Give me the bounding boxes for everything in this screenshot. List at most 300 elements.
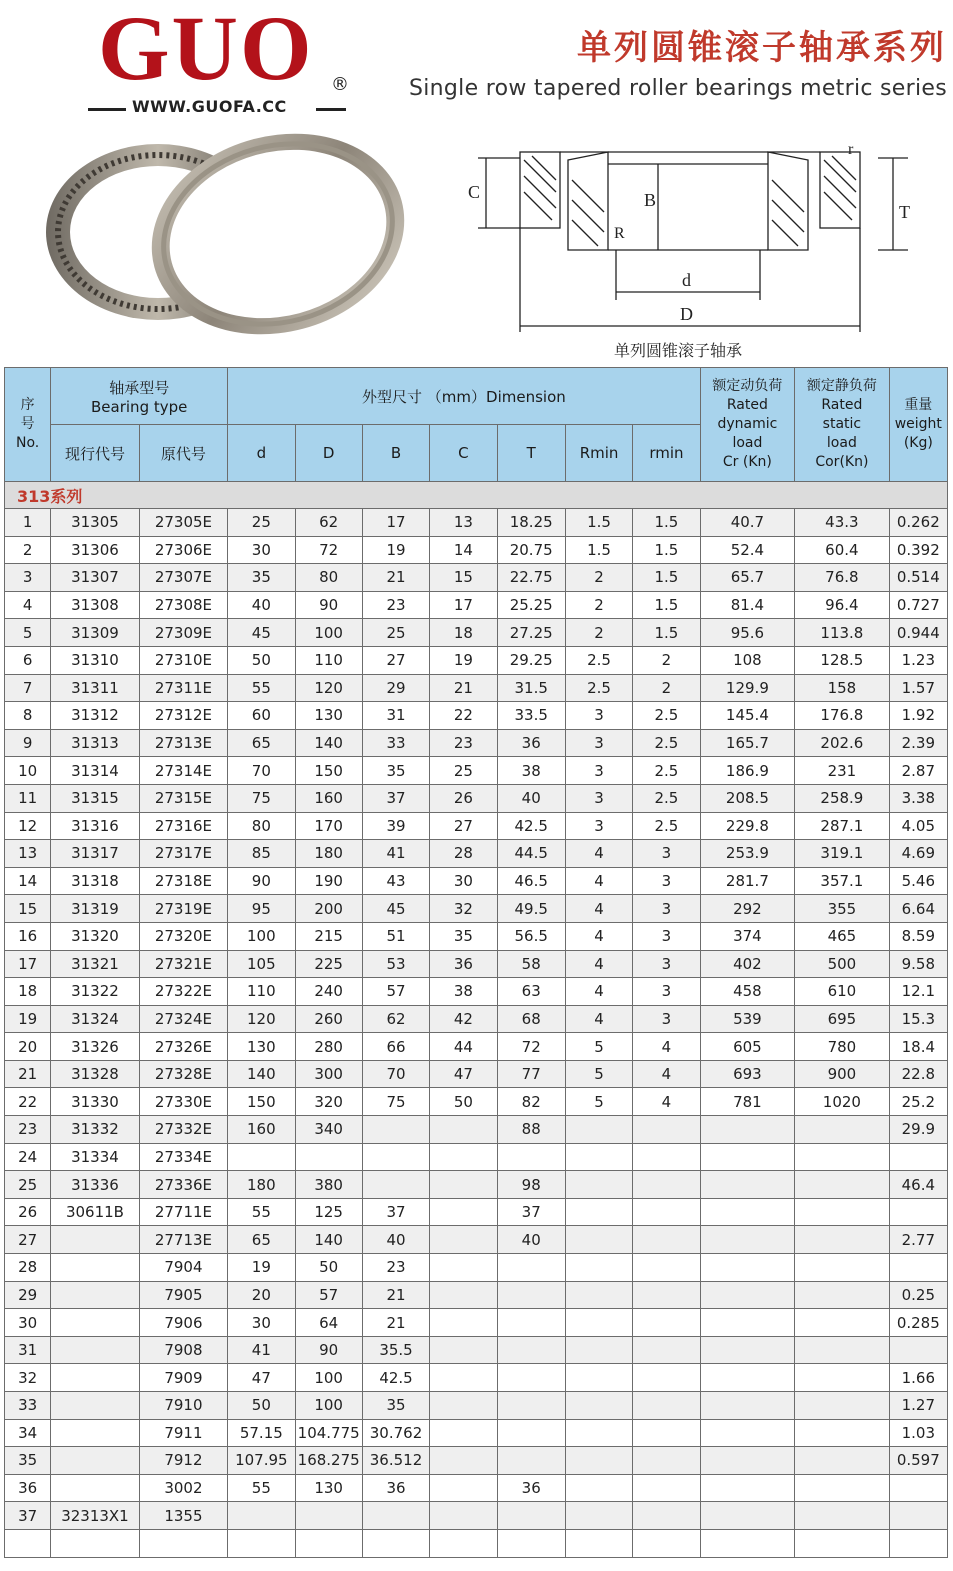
table-cell: 27334E xyxy=(139,1143,227,1171)
table-cell: 43 xyxy=(362,867,429,895)
table-cell: 186.9 xyxy=(700,757,794,785)
table-cell xyxy=(139,1529,227,1557)
table-cell: 1.23 xyxy=(889,646,947,674)
table-cell xyxy=(430,1336,497,1364)
table-cell: 300 xyxy=(295,1060,362,1088)
table-cell: 1.5 xyxy=(633,591,700,619)
table-cell xyxy=(497,1143,565,1171)
table-cell: 610 xyxy=(795,978,889,1006)
table-cell: 31316 xyxy=(51,812,139,840)
table-cell: 27332E xyxy=(139,1116,227,1144)
table-cell xyxy=(51,1309,139,1337)
table-cell: 52.4 xyxy=(700,536,794,564)
table-cell: 31.5 xyxy=(497,674,565,702)
table-row xyxy=(5,1447,948,1475)
table-cell: 44.5 xyxy=(497,840,565,868)
table-cell: 27320E xyxy=(139,922,227,950)
table-cell: 2 xyxy=(565,591,632,619)
header-bearing-type: 轴承型号 Bearing type xyxy=(51,368,228,425)
table-cell xyxy=(565,1309,632,1337)
table-cell: 31313 xyxy=(51,729,139,757)
table-cell: 100 xyxy=(295,1392,362,1420)
table-row xyxy=(5,1336,948,1364)
table-cell: 63 xyxy=(497,978,565,1006)
table-cell: 57 xyxy=(295,1281,362,1309)
dimension-label-r: r xyxy=(848,141,854,158)
table-cell: 8.59 xyxy=(889,922,947,950)
table-cell: 100 xyxy=(295,1364,362,1392)
table-cell xyxy=(497,1447,565,1475)
table-cell xyxy=(565,1171,632,1199)
table-cell: 27324E xyxy=(139,1005,227,1033)
table-cell: 2 xyxy=(633,646,700,674)
table-cell: 253.9 xyxy=(700,840,794,868)
table-cell: 30611B xyxy=(51,1198,139,1226)
table-cell: 65.7 xyxy=(700,564,794,592)
table-cell: 37 xyxy=(362,1198,429,1226)
table-row xyxy=(5,1060,948,1088)
table-cell xyxy=(889,1529,947,1557)
table-cell: 55 xyxy=(228,1198,295,1226)
table-cell: 35 xyxy=(228,564,295,592)
table-cell: 900 xyxy=(795,1060,889,1088)
table-cell xyxy=(795,1419,889,1447)
table-cell: 37 xyxy=(362,784,429,812)
table-cell: 4 xyxy=(633,1060,700,1088)
table-cell: 76.8 xyxy=(795,564,889,592)
table-cell xyxy=(795,1392,889,1420)
table-row xyxy=(5,1364,948,1392)
table-cell: 2.5 xyxy=(565,646,632,674)
table-cell: 38 xyxy=(430,978,497,1006)
table-cell: 31307 xyxy=(51,564,139,592)
table-cell: 4 xyxy=(565,1005,632,1033)
dimension-label-C: C xyxy=(468,182,481,202)
table-cell: 2 xyxy=(565,619,632,647)
table-cell: 7908 xyxy=(139,1336,227,1364)
table-cell: 2 xyxy=(565,564,632,592)
table-cell: 41 xyxy=(362,840,429,868)
table-cell: 77 xyxy=(497,1060,565,1088)
table-cell: 90 xyxy=(295,1336,362,1364)
table-cell xyxy=(700,1392,794,1420)
header-dim-d: d xyxy=(228,425,295,482)
table-cell: 5 xyxy=(5,619,51,647)
table-cell: 7911 xyxy=(139,1419,227,1447)
table-cell: 43.3 xyxy=(795,509,889,537)
table-cell xyxy=(889,1198,947,1226)
table-row xyxy=(5,1198,948,1226)
table-cell: 458 xyxy=(700,978,794,1006)
table-cell: 145.4 xyxy=(700,702,794,730)
table-cell: 27309E xyxy=(139,619,227,647)
table-cell: 2.5 xyxy=(633,812,700,840)
table-cell: 2.5 xyxy=(633,729,700,757)
table-cell: 190 xyxy=(295,867,362,895)
table-cell: 15.3 xyxy=(889,1005,947,1033)
table-cell: 31312 xyxy=(51,702,139,730)
table-cell: 34 xyxy=(5,1419,51,1447)
dimension-label-B: B xyxy=(644,190,657,210)
table-cell: 42.5 xyxy=(497,812,565,840)
table-row xyxy=(5,591,948,619)
table-cell: 130 xyxy=(295,702,362,730)
table-cell: 16 xyxy=(5,922,51,950)
header-current-code: 现行代号 xyxy=(51,425,139,482)
table-cell: 104.775 xyxy=(295,1419,362,1447)
table-cell: 33 xyxy=(5,1392,51,1420)
table-cell: 96.4 xyxy=(795,591,889,619)
table-cell xyxy=(795,1474,889,1502)
table-cell xyxy=(795,1309,889,1337)
table-cell: 31309 xyxy=(51,619,139,647)
table-cell xyxy=(430,1392,497,1420)
table-cell: 26 xyxy=(5,1198,51,1226)
logo-rule-right xyxy=(316,108,346,111)
table-cell xyxy=(700,1254,794,1282)
table-cell: 95 xyxy=(228,895,295,923)
table-cell xyxy=(430,1447,497,1475)
header-static-load: 额定静负荷 Rated static load Cor(Kn) xyxy=(795,368,889,482)
table-cell: 5 xyxy=(565,1033,632,1061)
table-cell xyxy=(430,1502,497,1530)
table-cell: 36.512 xyxy=(362,1447,429,1475)
table-cell: 4 xyxy=(565,978,632,1006)
table-cell: 90 xyxy=(295,591,362,619)
table-cell xyxy=(51,1226,139,1254)
table-cell: 27316E xyxy=(139,812,227,840)
table-cell: 57 xyxy=(362,978,429,1006)
table-cell xyxy=(633,1336,700,1364)
table-row xyxy=(5,1529,948,1557)
table-row xyxy=(5,950,948,978)
table-cell xyxy=(700,1198,794,1226)
table-cell: 3 xyxy=(5,564,51,592)
table-cell xyxy=(565,1447,632,1475)
table-cell: 500 xyxy=(795,950,889,978)
table-cell: 160 xyxy=(295,784,362,812)
table-cell: 31306 xyxy=(51,536,139,564)
table-cell xyxy=(795,1336,889,1364)
table-cell: 4.05 xyxy=(889,812,947,840)
table-cell: 128.5 xyxy=(795,646,889,674)
table-cell: 37 xyxy=(497,1198,565,1226)
table-cell xyxy=(430,1529,497,1557)
table-cell xyxy=(51,1419,139,1447)
table-cell: 140 xyxy=(295,729,362,757)
table-cell: 32 xyxy=(430,895,497,923)
table-cell xyxy=(700,1502,794,1530)
table-cell xyxy=(51,1281,139,1309)
table-cell: 46.5 xyxy=(497,867,565,895)
table-cell: 125 xyxy=(295,1198,362,1226)
table-cell xyxy=(497,1336,565,1364)
table-cell: 200 xyxy=(295,895,362,923)
table-cell: 4 xyxy=(565,840,632,868)
table-cell: 23 xyxy=(5,1116,51,1144)
table-cell xyxy=(795,1143,889,1171)
table-cell xyxy=(633,1226,700,1254)
table-cell: 1.5 xyxy=(565,509,632,537)
table-cell: 107.95 xyxy=(228,1447,295,1475)
table-cell: 374 xyxy=(700,922,794,950)
table-cell: 1.5 xyxy=(633,536,700,564)
table-cell: 58 xyxy=(497,950,565,978)
table-cell: 215 xyxy=(295,922,362,950)
table-cell: 0.944 xyxy=(889,619,947,647)
table-cell xyxy=(633,1171,700,1199)
table-cell: 27336E xyxy=(139,1171,227,1199)
logo-text: GUO xyxy=(98,0,314,99)
table-cell xyxy=(295,1502,362,1530)
table-cell: 72 xyxy=(497,1033,565,1061)
table-cell: 27713E xyxy=(139,1226,227,1254)
table-cell: 2.87 xyxy=(889,757,947,785)
table-cell: 113.8 xyxy=(795,619,889,647)
dimension-label-T: T xyxy=(899,202,910,222)
table-cell: 88 xyxy=(497,1116,565,1144)
table-cell: 19 xyxy=(430,646,497,674)
table-cell: 8 xyxy=(5,702,51,730)
table-row xyxy=(5,1502,948,1530)
table-cell: 3 xyxy=(633,867,700,895)
table-cell: 1 xyxy=(5,509,51,537)
table-cell xyxy=(700,1529,794,1557)
table-cell: 3 xyxy=(633,922,700,950)
logo-rule-left xyxy=(88,108,126,111)
table-cell: 130 xyxy=(295,1474,362,1502)
table-cell xyxy=(795,1502,889,1530)
table-cell: 27 xyxy=(5,1226,51,1254)
table-cell: 1020 xyxy=(795,1088,889,1116)
table-cell: 35 xyxy=(362,757,429,785)
table-cell: 27307E xyxy=(139,564,227,592)
table-cell xyxy=(700,1336,794,1364)
table-cell: 25 xyxy=(430,757,497,785)
table-row xyxy=(5,1474,948,1502)
table-cell: 319.1 xyxy=(795,840,889,868)
table-cell xyxy=(565,1226,632,1254)
table-cell: 129.9 xyxy=(700,674,794,702)
table-row xyxy=(5,867,948,895)
table-cell: 6.64 xyxy=(889,895,947,923)
table-cell: 4 xyxy=(633,1088,700,1116)
table-cell: 3 xyxy=(633,978,700,1006)
header-original-code: 原代号 xyxy=(139,425,227,482)
table-row xyxy=(5,619,948,647)
table-cell xyxy=(889,1336,947,1364)
table-cell: 27328E xyxy=(139,1060,227,1088)
table-cell: 60.4 xyxy=(795,536,889,564)
table-cell xyxy=(430,1309,497,1337)
table-cell: 31334 xyxy=(51,1143,139,1171)
header-dim-T: T xyxy=(497,425,565,482)
page-title-cn: 单列圆锥滚子轴承系列 xyxy=(577,28,947,68)
table-cell xyxy=(889,1502,947,1530)
table-cell: 40.7 xyxy=(700,509,794,537)
table-cell: 25.25 xyxy=(497,591,565,619)
registered-mark: ® xyxy=(331,74,349,95)
table-cell: 1.92 xyxy=(889,702,947,730)
table-cell: 56.5 xyxy=(497,922,565,950)
table-cell xyxy=(633,1309,700,1337)
table-cell: 32313X1 xyxy=(51,1502,139,1530)
table-cell: 402 xyxy=(700,950,794,978)
table-cell: 35 xyxy=(362,1392,429,1420)
table-row xyxy=(5,1281,948,1309)
table-cell: 0.727 xyxy=(889,591,947,619)
table-cell: 39 xyxy=(362,812,429,840)
table-cell: 340 xyxy=(295,1116,362,1144)
table-cell: 31317 xyxy=(51,840,139,868)
table-cell xyxy=(795,1447,889,1475)
table-cell: 1.5 xyxy=(633,564,700,592)
table-cell: 50 xyxy=(228,646,295,674)
table-row xyxy=(5,1143,948,1171)
page-header xyxy=(0,0,953,120)
table-cell xyxy=(565,1281,632,1309)
table-cell: 27318E xyxy=(139,867,227,895)
table-cell xyxy=(633,1474,700,1502)
table-cell: 17 xyxy=(430,591,497,619)
table-cell: 85 xyxy=(228,840,295,868)
table-cell: 31328 xyxy=(51,1060,139,1088)
table-cell: 29 xyxy=(362,674,429,702)
table-cell xyxy=(700,1281,794,1309)
table-cell xyxy=(51,1364,139,1392)
table-cell: 53 xyxy=(362,950,429,978)
table-cell xyxy=(430,1419,497,1447)
table-cell: 27330E xyxy=(139,1088,227,1116)
table-cell: 3 xyxy=(633,840,700,868)
table-cell: 27313E xyxy=(139,729,227,757)
table-cell: 1.66 xyxy=(889,1364,947,1392)
table-cell: 380 xyxy=(295,1171,362,1199)
table-row xyxy=(5,978,948,1006)
table-cell xyxy=(633,1529,700,1557)
table-cell: 30 xyxy=(5,1309,51,1337)
table-cell: 68 xyxy=(497,1005,565,1033)
series-label: 313系列 xyxy=(5,482,948,509)
table-cell: 36 xyxy=(5,1474,51,1502)
table-cell: 150 xyxy=(228,1088,295,1116)
table-cell: 605 xyxy=(700,1033,794,1061)
table-cell: 150 xyxy=(295,757,362,785)
table-cell: 108 xyxy=(700,646,794,674)
table-cell: 2.77 xyxy=(889,1226,947,1254)
table-cell: 208.5 xyxy=(700,784,794,812)
table-row xyxy=(5,1116,948,1144)
table-cell: 1.5 xyxy=(565,536,632,564)
table-cell xyxy=(228,1502,295,1530)
table-cell: 55 xyxy=(228,1474,295,1502)
table-cell: 22.75 xyxy=(497,564,565,592)
table-cell: 27 xyxy=(362,646,429,674)
header-no: 序 号 No. xyxy=(5,368,51,482)
table-cell: 320 xyxy=(295,1088,362,1116)
table-cell: 281.7 xyxy=(700,867,794,895)
table-cell: 20 xyxy=(228,1281,295,1309)
table-cell: 4.69 xyxy=(889,840,947,868)
table-cell: 292 xyxy=(700,895,794,923)
table-cell: 40 xyxy=(497,784,565,812)
table-cell: 29.9 xyxy=(889,1116,947,1144)
table-cell: 7912 xyxy=(139,1447,227,1475)
table-cell: 36 xyxy=(497,729,565,757)
table-cell: 50 xyxy=(295,1254,362,1282)
table-row xyxy=(5,1419,948,1447)
table-cell xyxy=(565,1419,632,1447)
table-cell: 25 xyxy=(5,1171,51,1199)
table-cell xyxy=(430,1143,497,1171)
table-cell: 42 xyxy=(430,1005,497,1033)
table-cell: 35.5 xyxy=(362,1336,429,1364)
header-dim-B: B xyxy=(362,425,429,482)
table-cell xyxy=(700,1226,794,1254)
table-cell xyxy=(633,1254,700,1282)
table-cell: 12 xyxy=(5,812,51,840)
table-cell xyxy=(889,1474,947,1502)
table-cell: 0.514 xyxy=(889,564,947,592)
table-cell: 15 xyxy=(5,895,51,923)
bearing-cross-section-drawing xyxy=(468,140,918,362)
table-cell xyxy=(565,1474,632,1502)
table-cell xyxy=(228,1529,295,1557)
table-cell: 3 xyxy=(565,812,632,840)
table-cell: 22 xyxy=(430,702,497,730)
table-cell: 120 xyxy=(228,1005,295,1033)
table-cell: 14 xyxy=(430,536,497,564)
table-cell: 4 xyxy=(565,895,632,923)
header-dim-D: D xyxy=(295,425,362,482)
table-cell xyxy=(430,1254,497,1282)
table-cell xyxy=(497,1392,565,1420)
table-cell: 27306E xyxy=(139,536,227,564)
bearing-photo xyxy=(28,124,418,346)
table-cell: 120 xyxy=(295,674,362,702)
table-cell: 80 xyxy=(295,564,362,592)
table-cell: 31336 xyxy=(51,1171,139,1199)
table-cell: 31305 xyxy=(51,509,139,537)
table-cell: 66 xyxy=(362,1033,429,1061)
table-cell: 0.262 xyxy=(889,509,947,537)
table-cell: 100 xyxy=(295,619,362,647)
table-cell: 27321E xyxy=(139,950,227,978)
table-cell xyxy=(700,1116,794,1144)
table-cell: 140 xyxy=(295,1226,362,1254)
table-cell xyxy=(295,1529,362,1557)
table-row xyxy=(5,1226,948,1254)
table-cell: 17 xyxy=(5,950,51,978)
table-cell: 0.285 xyxy=(889,1309,947,1337)
table-cell: 24 xyxy=(5,1143,51,1171)
brand-logo xyxy=(88,0,358,116)
table-cell: 27317E xyxy=(139,840,227,868)
table-cell: 28 xyxy=(5,1254,51,1282)
bearing-table-container xyxy=(4,367,948,1558)
table-cell: 80 xyxy=(228,812,295,840)
table-row xyxy=(5,1033,948,1061)
table-cell: 7906 xyxy=(139,1309,227,1337)
drawing-caption: 单列圆锥滚子轴承 xyxy=(614,341,743,360)
table-cell: 3 xyxy=(565,757,632,785)
table-cell: 240 xyxy=(295,978,362,1006)
table-cell: 50 xyxy=(430,1088,497,1116)
table-cell xyxy=(565,1529,632,1557)
table-cell: 40 xyxy=(497,1226,565,1254)
table-cell: 355 xyxy=(795,895,889,923)
table-cell: 27 xyxy=(430,812,497,840)
